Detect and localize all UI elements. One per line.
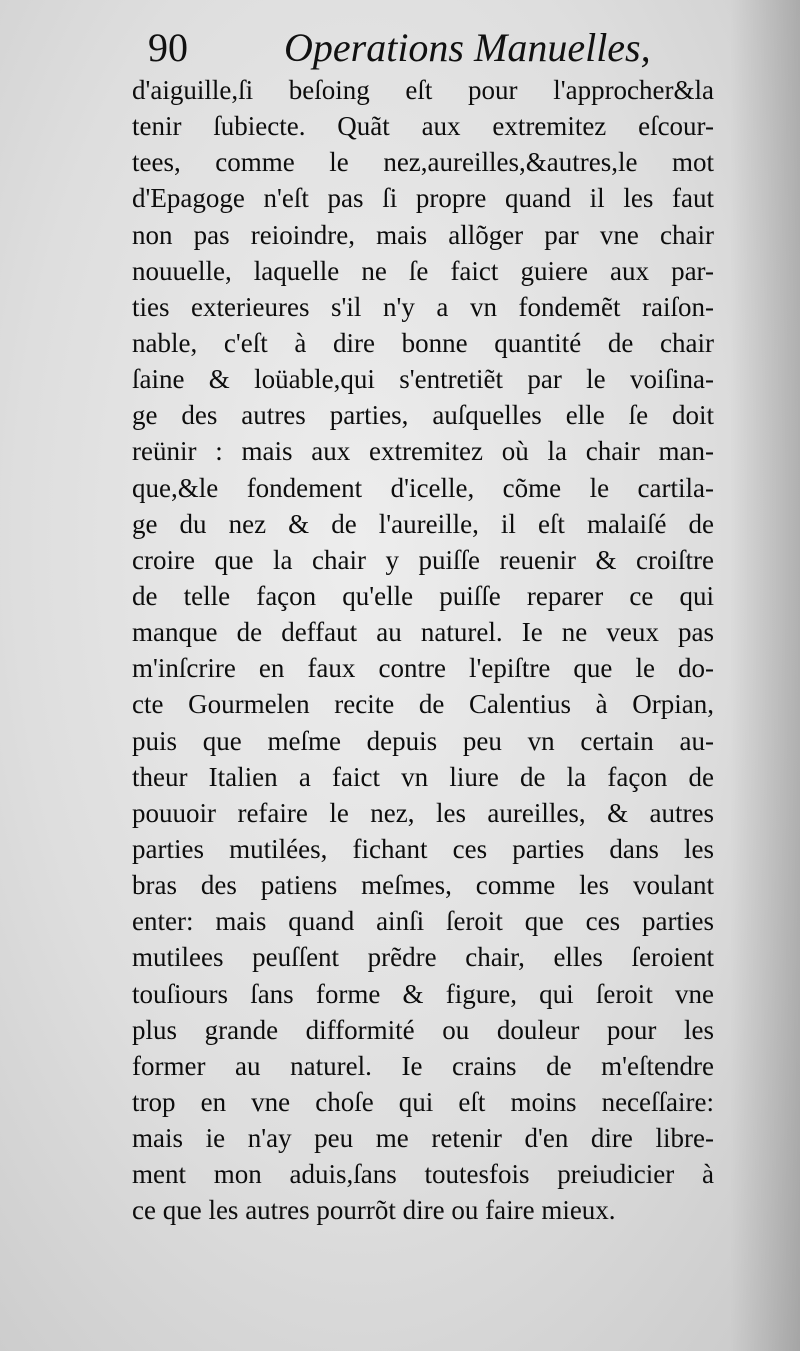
text-line: mais ie n'ay peu me retenir d'en dire libre- (132, 1123, 714, 1154)
text-line: enter: mais quand ainſi ſeroit que ces parties (132, 906, 714, 937)
text-line: puis que meſme depuis peu vn certain au- (132, 725, 714, 756)
page-edge-shadow (730, 0, 800, 1351)
text-line: m'inſcrire en faux contre l'epiſtre que le do- (132, 653, 714, 684)
text-line: de telle façon qu'elle puiſſe reparer ce qui (132, 580, 714, 611)
text-line: theur Italien a faict vn liure de la façon de (132, 761, 714, 792)
text-line: pouuoir refaire le nez, les aureilles, & autres (132, 797, 714, 828)
text-line: plus grande difformité ou douleur pour les (132, 1014, 714, 1045)
text-line: reünir : mais aux extremitez où la chair man- (132, 436, 714, 467)
text-line: manque de deffaut au naturel. Ie ne veux pas (132, 617, 714, 648)
text-line: former au naturel. Ie crains de m'eſtendre (132, 1050, 714, 1081)
text-line: tenir ſubiecte. Quãt aux extremitez eſcour- (132, 111, 714, 142)
text-line: croire que la chair y puiſſe reuenir & croiſtre (132, 544, 714, 575)
running-title: Operations Manuelles, (284, 25, 651, 70)
body-text (132, 72, 714, 1229)
page-number: 90 (148, 25, 188, 70)
page-header (148, 18, 708, 78)
text-line: ce que les autres pourrõt dire ou faire mieux. (132, 1195, 616, 1226)
text-line: non pas reioindre, mais allõger par vne chair (132, 219, 714, 250)
text-line: ſaine & loüable,qui s'entretiẽt par le voiſina- (132, 364, 714, 395)
text-line: ge des autres parties, auſquelles elle ſe doit (132, 400, 714, 431)
text-line: parties mutilées, fichant ces parties dans les (132, 833, 714, 864)
text-line: trop en vne choſe qui eſt moins neceſſaire: (132, 1086, 714, 1117)
text-line: ties exterieures s'il n'y a vn fondemẽt raiſon- (132, 291, 714, 322)
text-line: mutilees peuſſent prẽdre chair, elles ſeroient (132, 942, 714, 973)
text-line: touſiours ſans forme & figure, qui ſeroit vne (132, 978, 714, 1009)
text-line: bras des patiens meſmes, comme les voulant (132, 870, 714, 901)
text-line: nable, c'eſt à dire bonne quantité de chair (132, 327, 714, 358)
text-line: que,&le fondement d'icelle, cõme le cartila- (132, 472, 714, 503)
text-line: ment mon aduis,ſans toutesfois preiudicier à (132, 1159, 714, 1190)
text-line: d'aiguille,ſi beſoing eſt pour l'approcher&la (132, 75, 714, 105)
text-line: cte Gourmelen recite de Calentius à Orpian, (132, 689, 714, 720)
text-line: nouuelle, laquelle ne ſe faict guiere aux par- (132, 255, 714, 286)
text-line: d'Epagoge n'eſt pas ſi propre quand il les faut (132, 183, 714, 214)
text-line: tees, comme le nez,aureilles,&autres,le mot (132, 147, 714, 178)
text-line: ge du nez & de l'aureille, il eſt malaiſé de (132, 508, 714, 539)
